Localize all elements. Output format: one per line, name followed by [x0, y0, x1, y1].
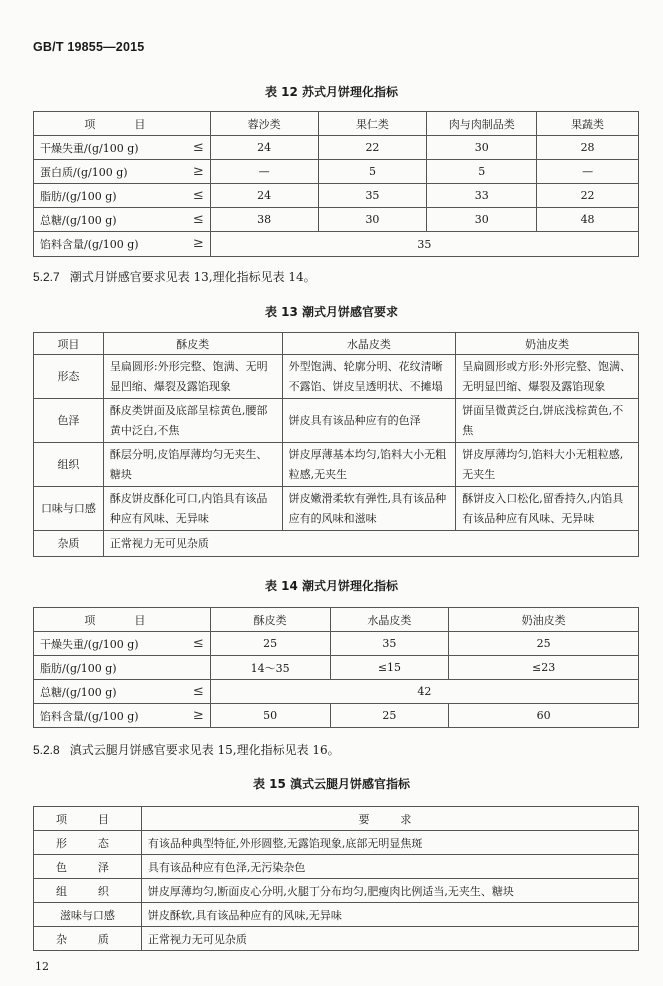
table-row [34, 531, 639, 557]
table12-col: 果仁类 [318, 112, 427, 136]
cell: 有该品种典型特征,外形圆整,无露馅现象,底部无明显焦斑 [141, 831, 638, 855]
table-row [34, 232, 639, 257]
cell: 具有该品种应有色泽,无污染杂色 [141, 855, 638, 879]
cell: 饼面呈微黄泛白,饼底浅棕黄色,不焦 [456, 399, 639, 443]
cell: 30 [427, 208, 537, 232]
table15-caption: 表 15 滇式云腿月饼感官指标 [252, 777, 411, 791]
cell: 酥皮饼皮酥化可口,内馅具有该品种应有风味、无异味 [103, 487, 282, 531]
table12 [33, 111, 639, 257]
table13 [33, 332, 639, 557]
operator: ≥ [192, 236, 204, 251]
table12-col: 蓉沙类 [210, 112, 318, 136]
table13-header [34, 333, 639, 355]
row-item: 馅料含量/(g/100 g) [40, 238, 139, 251]
table14-col: 酥皮类 [210, 608, 330, 632]
row-item: 脂肪/(g/100 g) [40, 661, 117, 675]
table12-header [34, 112, 639, 136]
table-row [34, 704, 639, 728]
cell: 饼皮厚薄均匀,断面皮心分明,火腿丁分布均匀,肥瘦肉比例适当,无夹生、糖块 [141, 879, 638, 903]
cell: 呈扁圆形:外形完整、饱满、无明显凹缩、爆裂及露馅现象 [103, 355, 282, 399]
operator: ≥ [192, 707, 204, 723]
table14 [33, 607, 639, 728]
cell: 60 [449, 704, 639, 728]
cell: 5 [427, 160, 537, 184]
table-row [34, 855, 639, 879]
cell: 饼皮厚薄基本均匀,馅料大小无粗粒感,无夹生 [282, 443, 456, 487]
clause-number: 5.2.8 [33, 743, 60, 757]
cell: — [537, 160, 639, 184]
cell: 30 [427, 136, 537, 160]
operator: ≤ [192, 683, 204, 699]
table12-caption: 表 12 苏式月饼理化指标 [264, 85, 399, 99]
row-item: 总糖/(g/100 g) [40, 213, 117, 227]
cell: 5 [318, 160, 427, 184]
row-item: 口味与口感 [34, 487, 104, 531]
table-row [34, 903, 639, 927]
clause-5-2-7 [33, 268, 316, 285]
cell: 饼皮厚薄均匀,馅料大小无粗粒感,无夹生 [456, 443, 639, 487]
merged-cell: 正常视力无可见杂质 [103, 531, 638, 557]
cell: ≤15 [330, 656, 449, 680]
row-item: 杂 质 [34, 927, 142, 951]
table12-col: 果蔬类 [537, 112, 639, 136]
table12-col: 肉与肉制品类 [427, 112, 537, 136]
operator: ≤ [192, 187, 204, 203]
row-item: 形态 [34, 355, 104, 399]
clause-text: 滇式云腿月饼感官要求见表 15,理化指标见表 16。 [69, 743, 340, 757]
table-row [34, 184, 639, 208]
table-row [34, 443, 639, 487]
cell: 22 [537, 184, 639, 208]
row-item: 总糖/(g/100 g) [40, 685, 117, 699]
cell: 22 [318, 136, 427, 160]
cell: 24 [210, 136, 318, 160]
row-item: 脂肪/(g/100 g) [40, 189, 117, 203]
table-row [34, 399, 639, 443]
operator: ≤ [192, 139, 204, 155]
table13-col: 奶油皮类 [456, 333, 639, 355]
cell: 30 [318, 208, 427, 232]
row-item: 滋味与口感 [34, 903, 142, 927]
row-item: 色泽 [34, 399, 104, 443]
table-row [34, 208, 639, 232]
merged-cell: 42 [210, 680, 638, 704]
cell: 酥饼皮入口松化,留香持久,内馅具有该品种应有风味、无异味 [456, 487, 639, 531]
table-row [34, 879, 639, 903]
clause-number: 5.2.7 [33, 270, 60, 284]
table13-caption: 表 13 潮式月饼感官要求 [264, 305, 399, 319]
table15-col-item: 项 目 [34, 807, 142, 831]
cell: 25 [449, 632, 639, 656]
cell: 28 [537, 136, 639, 160]
row-item: 组织 [34, 443, 104, 487]
cell: 酥层分明,皮馅厚薄均匀无夹生、糖块 [103, 443, 282, 487]
cell: 35 [330, 632, 449, 656]
table14-col: 奶油皮类 [449, 608, 639, 632]
row-item: 干燥失重/(g/100 g) [40, 141, 139, 155]
table13-col-item: 项目 [34, 333, 104, 355]
table-row [34, 487, 639, 531]
merged-cell: 35 [210, 232, 638, 257]
cell: 饼皮具有该品种应有的色泽 [282, 399, 456, 443]
cell: 35 [318, 184, 427, 208]
table12-col-item: 项 目 [34, 112, 211, 136]
table14-col: 水晶皮类 [330, 608, 449, 632]
cell: 24 [210, 184, 318, 208]
cell: 50 [210, 704, 330, 728]
table14-header [34, 608, 639, 632]
table13-col: 酥皮类 [103, 333, 282, 355]
row-item: 形 态 [34, 831, 142, 855]
cell: 38 [210, 208, 318, 232]
table15-col-requirement: 要 求 [141, 807, 638, 831]
cell: 饼皮酥软,具有该品种应有的风味,无异味 [141, 903, 638, 927]
row-item: 馅料含量/(g/100 g) [40, 709, 139, 723]
clause-text: 潮式月饼感官要求见表 13,理化指标见表 14。 [69, 270, 316, 284]
cell: 正常视力无可见杂质 [141, 927, 638, 951]
table-row [34, 160, 639, 184]
cell: 酥皮类饼面及底部呈棕黄色,腰部黄中泛白,不焦 [103, 399, 282, 443]
row-item: 杂质 [34, 531, 104, 557]
table14-col-item: 项 目 [34, 608, 211, 632]
table-row [34, 927, 639, 951]
row-item: 干燥失重/(g/100 g) [40, 637, 139, 651]
row-item: 色 泽 [34, 855, 142, 879]
operator: ≥ [192, 163, 204, 179]
row-item: 蛋白质/(g/100 g) [40, 165, 128, 179]
cell: — [210, 160, 318, 184]
table-row [34, 136, 639, 160]
clause-5-2-8 [33, 741, 340, 758]
cell: 48 [537, 208, 639, 232]
table14-caption: 表 14 潮式月饼理化指标 [264, 579, 399, 593]
table-row [34, 355, 639, 399]
table-row [34, 656, 639, 680]
table-row [34, 680, 639, 704]
cell: 呈扁圆形或方形:外形完整、饱满、无明显凹缩、爆裂及露馅现象 [456, 355, 639, 399]
row-item: 组 织 [34, 879, 142, 903]
operator: ≤ [192, 635, 204, 651]
page-number: 12 [35, 960, 49, 973]
table15 [33, 806, 639, 951]
operator: ≤ [192, 211, 204, 227]
cell: 33 [427, 184, 537, 208]
cell: 14～35 [210, 656, 330, 680]
cell: 饼皮嫩滑柔软有弹性,具有该品种应有的风味和滋味 [282, 487, 456, 531]
cell: 25 [330, 704, 449, 728]
table13-col: 水晶皮类 [282, 333, 456, 355]
cell: 25 [210, 632, 330, 656]
cell: ≤23 [449, 656, 639, 680]
table-row [34, 831, 639, 855]
table-row [34, 632, 639, 656]
standard-number: GB/T 19855—2015 [33, 40, 145, 54]
table15-header [34, 807, 639, 831]
cell: 外型饱满、轮廓分明、花纹清晰不露馅、饼皮呈透明状、不摊塌 [282, 355, 456, 399]
